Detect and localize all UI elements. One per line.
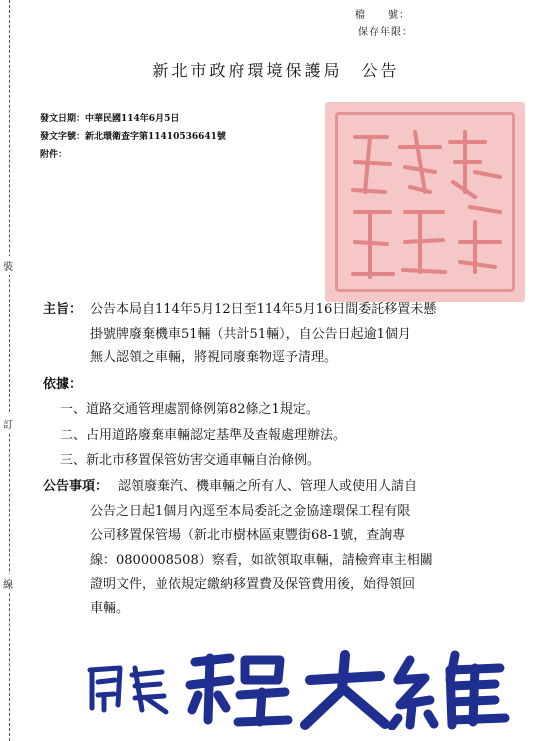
- binding-char-xian: 線: [3, 574, 13, 593]
- issue-date-label: 發文日期：: [40, 114, 86, 124]
- attachment-row: [40, 149, 67, 162]
- notice-line-2: 公告之日起1個月內逕至本局委託之金協達環保工程有限: [90, 504, 411, 519]
- subject-line-1: 公告本局自114年5月12日至114年5月16日間委託移置未懸: [90, 302, 437, 317]
- binding-line: [9, 0, 10, 741]
- binding-char-zhuang: 裝: [3, 256, 13, 275]
- document-title: 新北市政府環境保護局 公告: [152, 61, 400, 80]
- basis-item-1: 一、道路交通管理處罰條例第82條之1規定。: [60, 402, 319, 417]
- notice-line-6: 車輛。: [90, 601, 130, 616]
- director-signature: [80, 650, 540, 730]
- document-number-row: [40, 131, 226, 144]
- notice-label: 公告事項：: [43, 479, 109, 494]
- notice-line-5: 證明文件，並依規定繳納移置費及保管費用後，始得領回: [90, 577, 416, 592]
- basis-item-2: 二、占用道路廢棄車輛認定基準及查報處理辦法。: [60, 428, 347, 443]
- notice-line-4: 線：0800008508）察看，如欲領取車輛，請檢齊車主相關: [90, 553, 433, 568]
- binding-char-ding: 訂: [3, 414, 13, 433]
- document-number-value: 新北環衛查字第11410536641號: [85, 132, 226, 142]
- document-number-label: 發文字號：: [40, 132, 86, 142]
- basis-item-3: 三、新北市移置保管妨害交通車輛自治條例。: [60, 453, 321, 468]
- subject-line-3: 無人認領之車輛，將視同廢棄物逕予清理。: [90, 350, 338, 365]
- subject-label: 主旨：: [43, 302, 83, 317]
- notice-line-1: 認領廢棄汽、機車輛之所有人、管理人或使用人請自: [118, 479, 418, 494]
- seal-glyphs: [325, 102, 525, 302]
- issue-date-value: 中華民國114年6月5日: [85, 114, 180, 124]
- basis-label: 依據：: [43, 377, 83, 392]
- issue-date-row: [40, 113, 179, 126]
- retention-period-label: 保存年限：: [358, 27, 413, 38]
- file-number-label: 檔 號：: [355, 10, 410, 21]
- notice-line-3: 公司移置保管場（新北市樹林區東豐街68-1號，查詢專: [90, 528, 406, 543]
- official-seal: [325, 102, 525, 302]
- subject-line-2: 掛號牌廢棄機車51輛（共計51輛），自公告日起逾1個月: [90, 327, 411, 342]
- attachment-label: 附件：: [40, 150, 68, 160]
